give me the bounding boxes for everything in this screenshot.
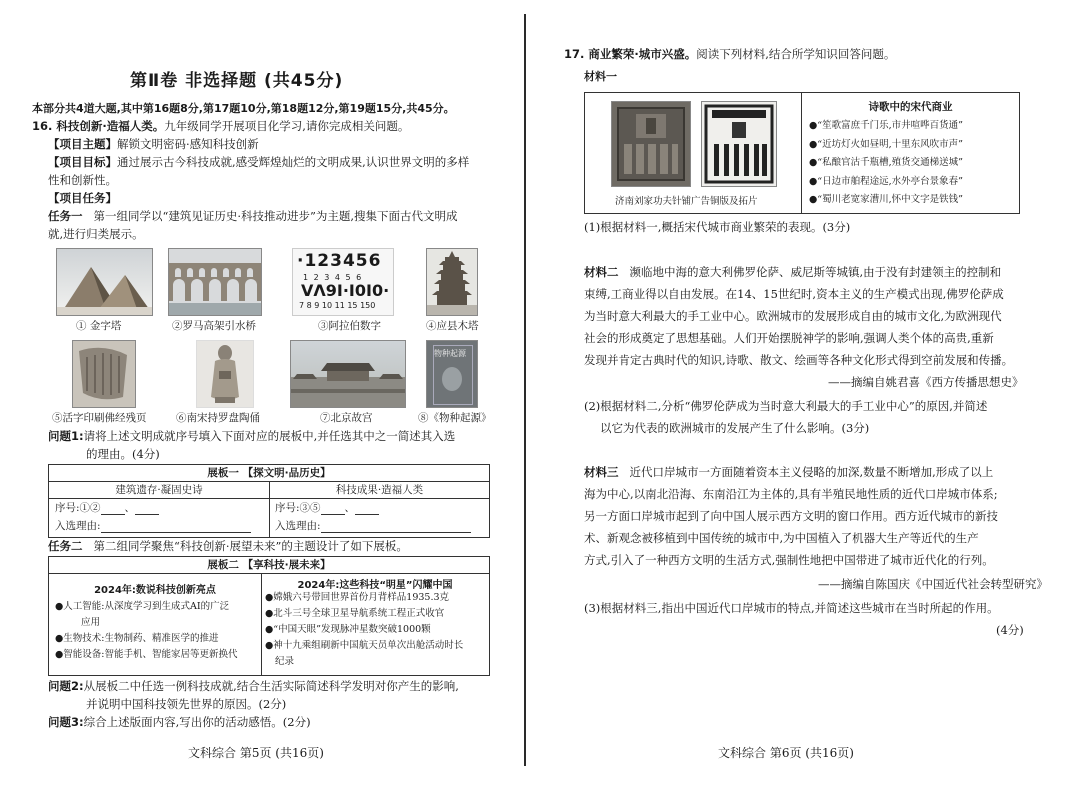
bronze-plate-image (611, 101, 691, 187)
aqueduct-image (168, 248, 262, 316)
task1 (48, 208, 458, 225)
q1-text-1: 请将上述文明成就序号填入下面对应的展板中,并任选其中之一简述其入选 (83, 429, 456, 443)
caption-1: ① 金字塔 (76, 320, 122, 332)
caption-5: ⑤活字印刷佛经残页 (52, 412, 147, 424)
q3-label: 问题3: (48, 715, 84, 729)
poem-list (809, 117, 963, 210)
poem-4: ●“日边市舶程途远,水外亭台景象春” (809, 175, 964, 187)
board-one-col1: 建筑遗存·凝固史诗 (49, 482, 270, 499)
q17-number: 17. 商业繁荣·城市兴盛。 (564, 47, 697, 61)
q17-question-1: (1)根据材料一,概括宋代城市商业繁荣的表现。(3分) (584, 220, 851, 234)
board-two-title: 展板二 【享科技·展未来】 (49, 557, 489, 574)
section-intro: 本部分共4道大题,其中第16题8分,第17题10分,第18题12分,第19题15分,共45分。 (32, 102, 455, 115)
material-1-box (584, 92, 1020, 214)
q17-question-2-line-1: (2)根据材料二,分析“佛罗伦萨成为当时意大利最大的手工业中心”的原因,并简述 (584, 399, 988, 413)
m2-text-5: 发现并肯定古典时代的知识,诗歌、散文、绘画等各种文化形式得到空前发展和传播。 (584, 353, 1014, 367)
board-two-right-title: 2024年:这些科技“明星”闪耀中国 (297, 580, 453, 591)
reason1-label: 入选理由: (55, 520, 101, 532)
material-2-label: 材料二 (584, 265, 619, 279)
reason2-label: 入选理由: (275, 520, 321, 532)
board-two-right-list (265, 590, 463, 670)
caption-8: ⑧《物种起源》 (418, 412, 492, 424)
left-footer: 文科综合 第5页 (共16页) (188, 746, 324, 760)
numerals-bottom: 7 8 9 10 11 15 150 (299, 301, 376, 310)
board-one (48, 464, 490, 538)
right-footer: 文科综合 第6页 (共16页) (718, 746, 854, 760)
q3-text: 综合上述版面内容,写出你的活动感悟。(2分) (83, 715, 311, 729)
goal-text-2: 性和创新性。 (48, 173, 117, 187)
right-item-4b: 纪录 (275, 656, 295, 667)
task1-label: 任务一 (48, 209, 83, 223)
left-item-2: ●生物技术:生物制药、精准医学的推进 (55, 633, 219, 644)
left-page (0, 0, 524, 788)
q16-head-rest: 九年级同学开展项目化学习,请你完成相关问题。 (164, 119, 410, 133)
task2-text: 第二组同学聚焦“科技创新·展望未来”的主题设计了如下展板。 (93, 539, 408, 553)
right-item-1: ●嫦娥六号带回世界首份月背样品1935.3克 (265, 592, 450, 603)
board-one-seq2[interactable]: 序号:③⑤ 、 (275, 500, 379, 515)
goal-label: 【项目目标】 (48, 155, 117, 169)
poem-title: 诗歌中的宋代商业 (868, 101, 953, 113)
poem-5: ●“蜀川老宽家漕川,怀中文字是铁钱” (809, 194, 964, 205)
board-one-col2: 科技成果·造福人类 (270, 482, 489, 499)
m2-text-4: 社会的形成奠定了思想基础。人们开始摆脱神学的影响,强调人类个体的高贵,重新 (584, 331, 994, 345)
m2-text-2: 束缚,工商业得以自由发展。在14、15世纪时,资本主义的生产模式出现,佛罗伦萨成 (584, 287, 1004, 301)
q2-text-2: 并说明中国科技领先世界的原因。(2分) (86, 697, 287, 711)
m2-text-1: 濒临地中海的意大利佛罗伦萨、威尼斯等城镇,由于没有封建领主的控制和 (629, 265, 1002, 279)
board-one-title: 展板一 【探文明·品历史】 (49, 465, 489, 482)
project-topic (48, 136, 259, 153)
m3-text-2: 海为中心,以南北沿海、东南沿江为主体的,具有半殖民地性质的近代口岸城市体系; (584, 487, 998, 501)
right-item-2: ●北斗三号全球卫星导航系统工程正式收官 (265, 608, 445, 619)
seq2-text: 序号:③⑤ (275, 502, 321, 514)
material-1-label: 材料一 (584, 70, 617, 83)
poem-2: ●“近坊灯火如昼明,十里东风吹市声” (809, 138, 964, 150)
rubbing-image (701, 101, 777, 187)
material-1-caption: 济南刘家功夫针铺广告铜版及拓片 (615, 196, 758, 207)
task2-label: 任务二 (48, 539, 83, 553)
q1-label: 问题1: (48, 429, 84, 443)
right-item-4: ●神十九乘组刷新中国航天员单次出舱活动时长 (265, 640, 464, 651)
task2 (48, 538, 408, 555)
board-one-reason2[interactable] (275, 518, 471, 533)
m3-text-4: 术、新观念被移植到中国传统的城市中,为中国植入了机器大生产等近代的生产 (584, 531, 979, 545)
material-3-label: 材料三 (584, 465, 619, 479)
section-title: 第Ⅱ卷 非选择题 (共45分) (130, 71, 344, 91)
project-goal (48, 154, 469, 171)
page-divider (524, 14, 526, 766)
m3-text-1: 近代口岸城市一方面随着资本主义侵略的加深,数量不断增加,形成了以上 (629, 465, 994, 479)
task1-text-2: 就,进行归类展示。 (48, 227, 144, 241)
m3-text-5: 方式,引入了一种西方文明的生活方式,强制性地把中国带进了城市近代化的行列。 (584, 553, 994, 567)
numerals-top: ·123456 (297, 251, 382, 271)
compass-figurine-image (196, 340, 254, 408)
caption-7: ⑦北京故宫 (320, 412, 373, 424)
numerals-mid: 1 2 3 4 5 6 (303, 273, 362, 282)
poem-3: ●“私酿官沽千瓶槽,殖货交通梯送城” (809, 157, 964, 168)
arabic-numerals-image: ·123456 1 2 3 4 5 6 VΛ9I·I0I0· 7 8 9 10 11 15 150 (292, 248, 394, 316)
q1-text-2: 的理由。(4分) (86, 447, 160, 461)
q17-head (564, 46, 895, 63)
board-two-left-title: 2024年:数说科技创新亮点 (94, 585, 216, 596)
goal-text-1: 通过展示古今科技成就,感受辉煌灿烂的文明成果,认识世界文明的多样 (117, 155, 470, 169)
topic-label: 【项目主题】 (48, 137, 117, 151)
task-label: 【项目任务】 (48, 191, 117, 205)
q17-question-2-line-2: 以它为代表的欧洲城市的发展产生了什么影响。(3分) (600, 421, 870, 435)
q17-question-3: (3)根据材料三,指出中国近代口岸城市的特点,并简述这些城市在当时所起的作用。 (584, 601, 999, 615)
q2-label: 问题2: (48, 679, 84, 693)
m3-source: ——摘编自陈国庆《中国近代社会转型研究》 (818, 577, 1048, 591)
caption-3: ③阿拉伯数字 (318, 320, 381, 332)
left-item-1: ●人工智能:从深度学习到生成式AI的广泛 (55, 601, 230, 612)
seq1-text: 序号:①② (55, 502, 101, 514)
right-page (528, 0, 1080, 788)
board-one-seq1[interactable]: 序号:①② 、 (55, 500, 159, 515)
origin-of-species-book-image (426, 340, 478, 408)
q16-question-3 (48, 714, 311, 731)
board-two-left-list (55, 599, 238, 663)
q17-question-3-score: (4分) (996, 623, 1024, 637)
topic-text: 解锁文明密码·感知科技创新 (117, 137, 259, 151)
material-3-line-1 (584, 464, 993, 481)
left-item-3: ●智能设备:智能手机、智能家居等更新换代 (55, 649, 238, 660)
board-one-reason1[interactable] (55, 518, 251, 533)
caption-6: ⑥南宋持罗盘陶俑 (176, 412, 260, 424)
poem-1: ●“笙歌富庶千门乐,市井喧哗百货通” (809, 120, 964, 131)
q16-question-1 (48, 428, 455, 445)
m2-source: ——摘编自姚君喜《西方传播思想史》 (828, 375, 1024, 389)
board-two (48, 556, 490, 676)
printing-scroll-image (72, 340, 136, 408)
q16-number: 16. 科技创新·造福人类。 (32, 119, 165, 133)
q17-head-rest: 阅读下列材料,结合所学知识回答问题。 (696, 47, 896, 61)
q16-question-2 (48, 678, 459, 695)
right-item-3: ●“中国天眼”发现脉冲星数突破1000颗 (265, 624, 431, 635)
m3-text-3: 另一方面口岸城市起到了向中国人展示西方文明的窗口作用。西方近代城市的新技 (584, 509, 998, 523)
material-2-line-1 (584, 264, 1001, 281)
caption-2: ②罗马高架引水桥 (172, 320, 256, 332)
caption-4: ④应县木塔 (426, 320, 479, 332)
m2-text-3: 为当时意大利最大的手工业中心。欧洲城市的发展形成自由的城市文化,为欧洲现代 (584, 309, 1002, 323)
left-item-1b: 应用 (81, 617, 101, 628)
forbidden-city-image (290, 340, 406, 408)
pyramid-image (56, 248, 153, 316)
q16-head (32, 118, 409, 135)
q2-text-1: 从展板二中任选一例科技成就,结合生活实际简述科学发明对你产生的影响, (83, 679, 459, 693)
book-title: 物种起源 (434, 349, 466, 358)
wooden-pagoda-image (426, 248, 478, 316)
task1-text-1: 第一组同学以“建筑见证历史·科技推动进步”为主题,搜集下面古代文明成 (93, 209, 458, 223)
